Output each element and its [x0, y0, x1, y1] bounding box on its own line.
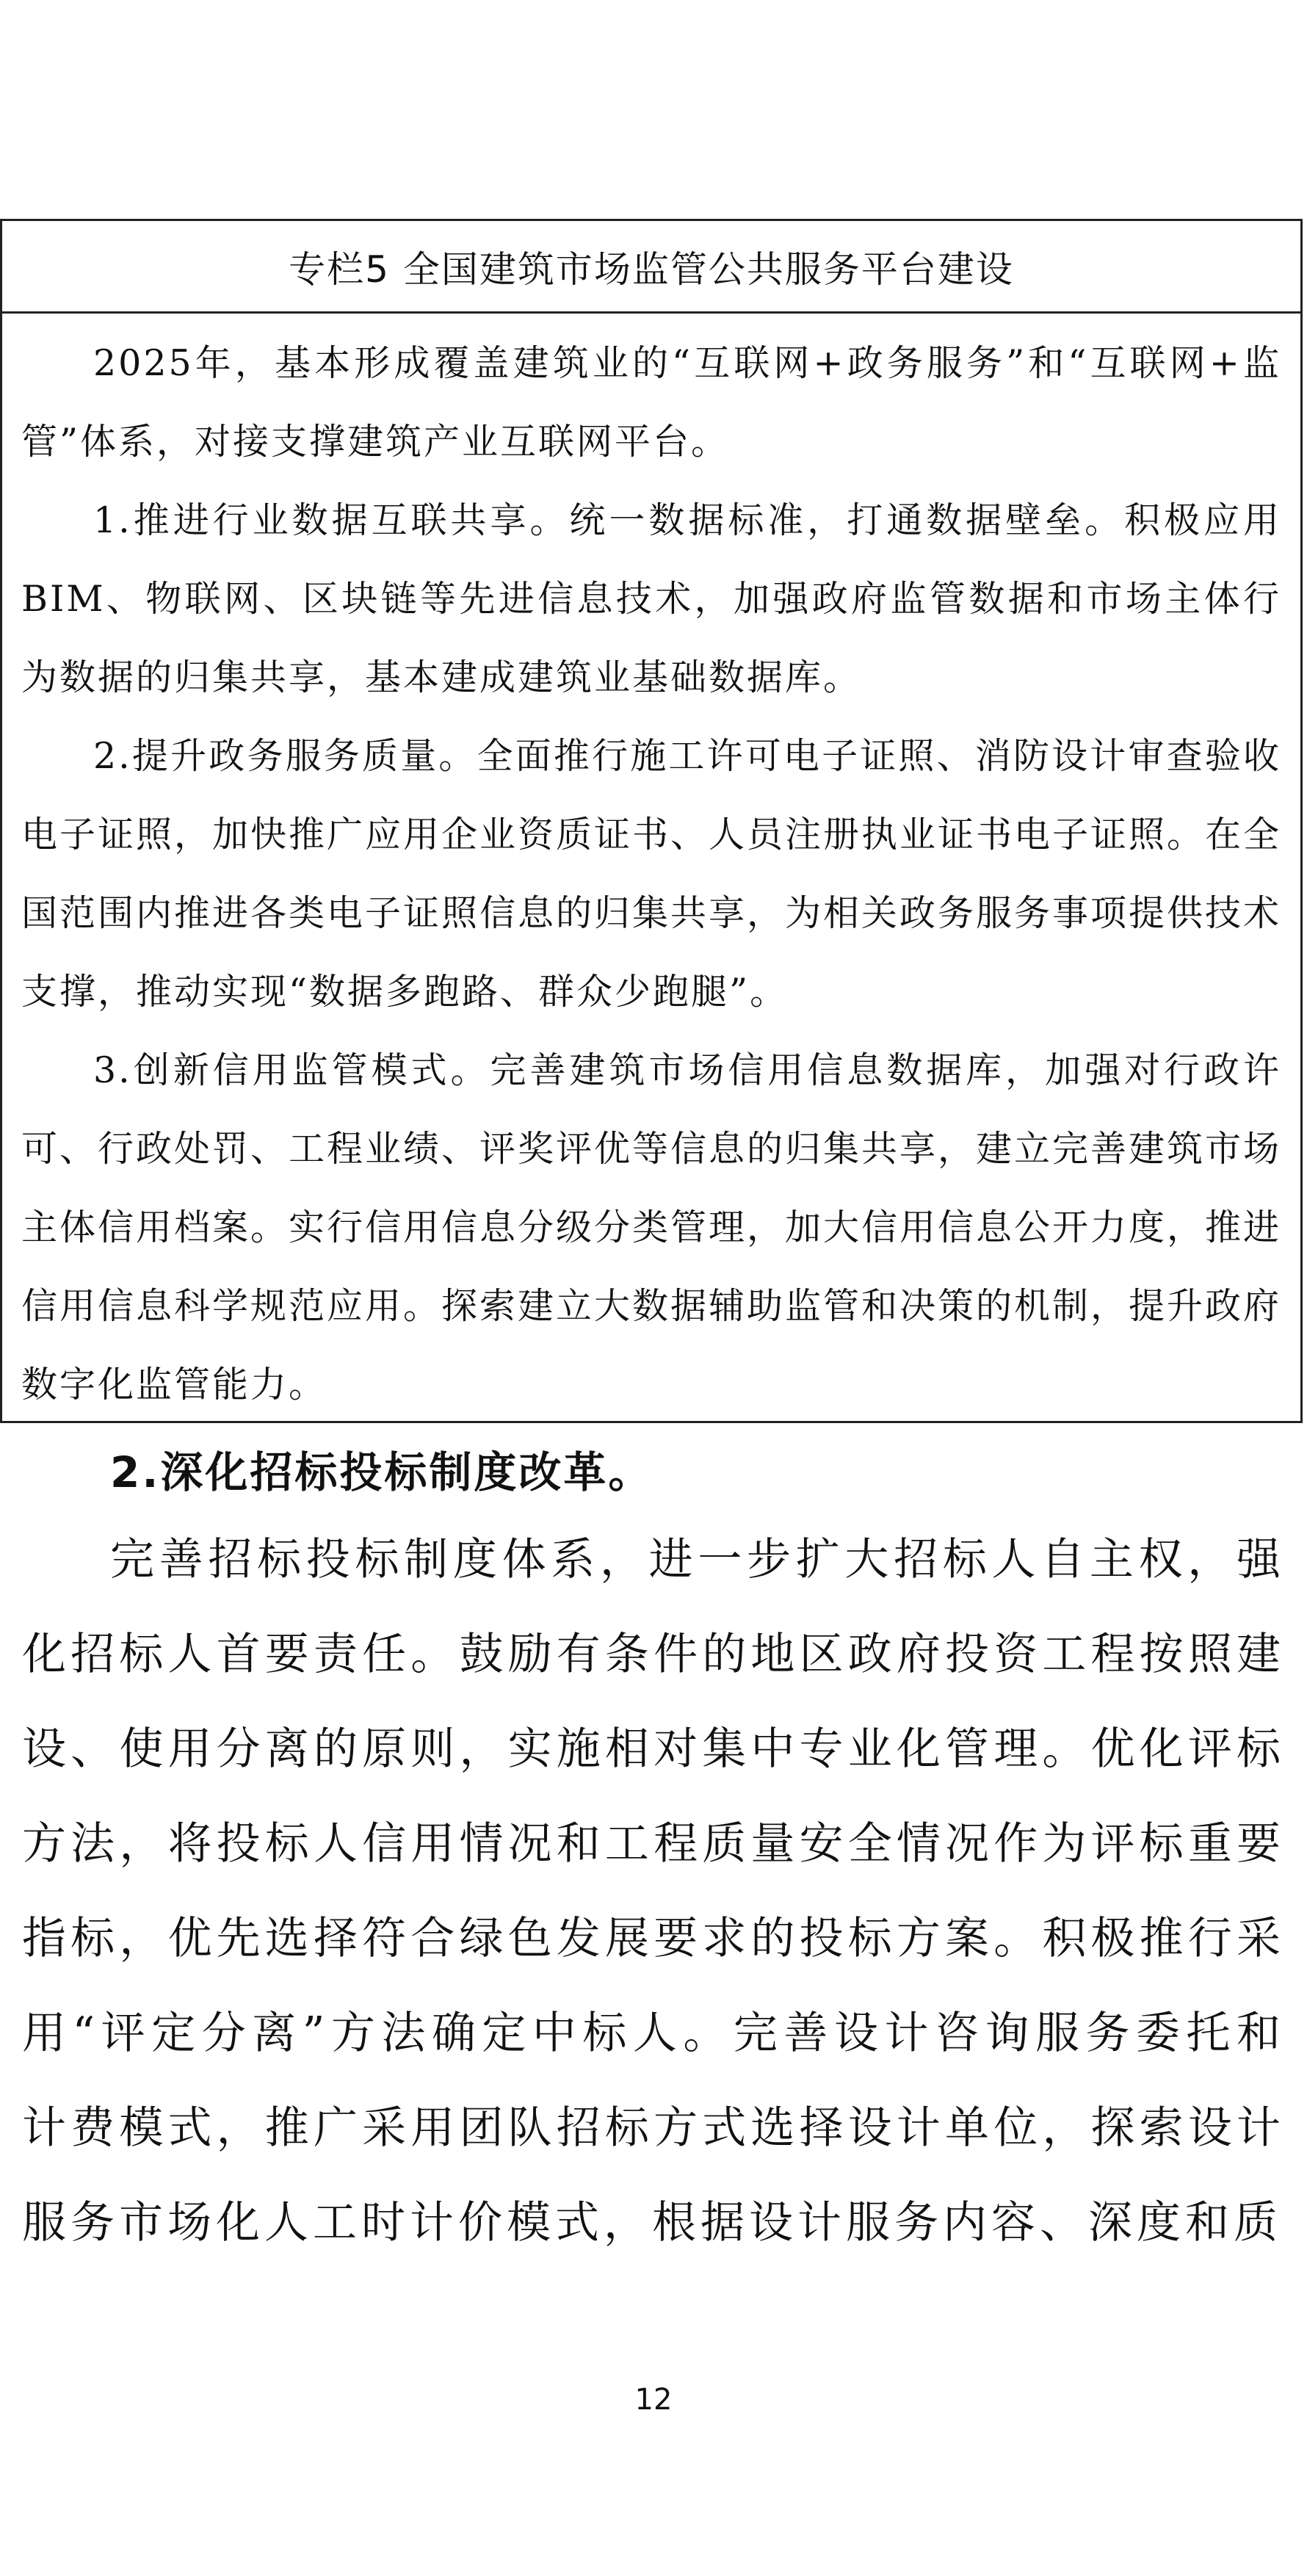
column-paragraph: 3.创新信用监管模式。完善建筑市场信用信息数据库，加强对行政许可、行政处罚、工程业绩、评奖评优等信息的归集共享，建立完善建筑市场主体信用档案。实行信用信息分级分类管理，加大信用信息公开力度，推进信用信息科学规范应用。探索建立大数据辅助监管和决策的机制，提升政府数字化监管能力。	[21, 1049, 1282, 1405]
column-box	[0, 219, 1303, 1423]
section-body-paragraph: 完善招标投标制度体系，进一步扩大招标人自主权，强化招标人首要责任。鼓励有条件的地区政府投资工程按照建设、使用分离的原则，实施相对集中专业化管理。优化评标方法，将投标人信用情况和工程质量安全情况作为评标重要指标，优先选择符合绿色发展要求的投标方案。积极推行采用“评定分离”方法确定中标人。完善设计咨询服务委托和计费模式，推广采用团队招标方式选择设计单位，探索设计服务市场化人工时计价模式，根据设计服务内容、深度和质	[22, 1534, 1285, 2248]
column-box-title: 专栏5 全国建筑市场监管公共服务平台建设	[2, 221, 1300, 314]
column-box-body	[21, 324, 1281, 1424]
page-number: 12	[634, 2383, 673, 2417]
column-paragraph: 1.推进行业数据互联共享。统一数据标准，打通数据壁垒。积极应用BIM、物联网、区块链等先进信息技术，加强政府监管数据和市场主体行为数据的归集共享，基本建成建筑业基础数据库。	[21, 499, 1281, 698]
column-paragraph: 2025年，基本形成覆盖建筑业的“互联网+政务服务”和“互联网+监管”体系，对接支撑建筑产业互联网平台。	[21, 342, 1281, 463]
section-heading: 2.深化招标投标制度改革。	[110, 1447, 654, 1497]
column-paragraph: 2.提升政务服务质量。全面推行施工许可电子证照、消防设计审查验收电子证照，加快推广应用企业资质证书、人员注册执业证书电子证照。在全国范围内推进各类电子证照信息的归集共享，为相关政务服务事项提供技术支撑，推动实现“数据多跑路、群众少跑腿”。	[21, 735, 1282, 1013]
